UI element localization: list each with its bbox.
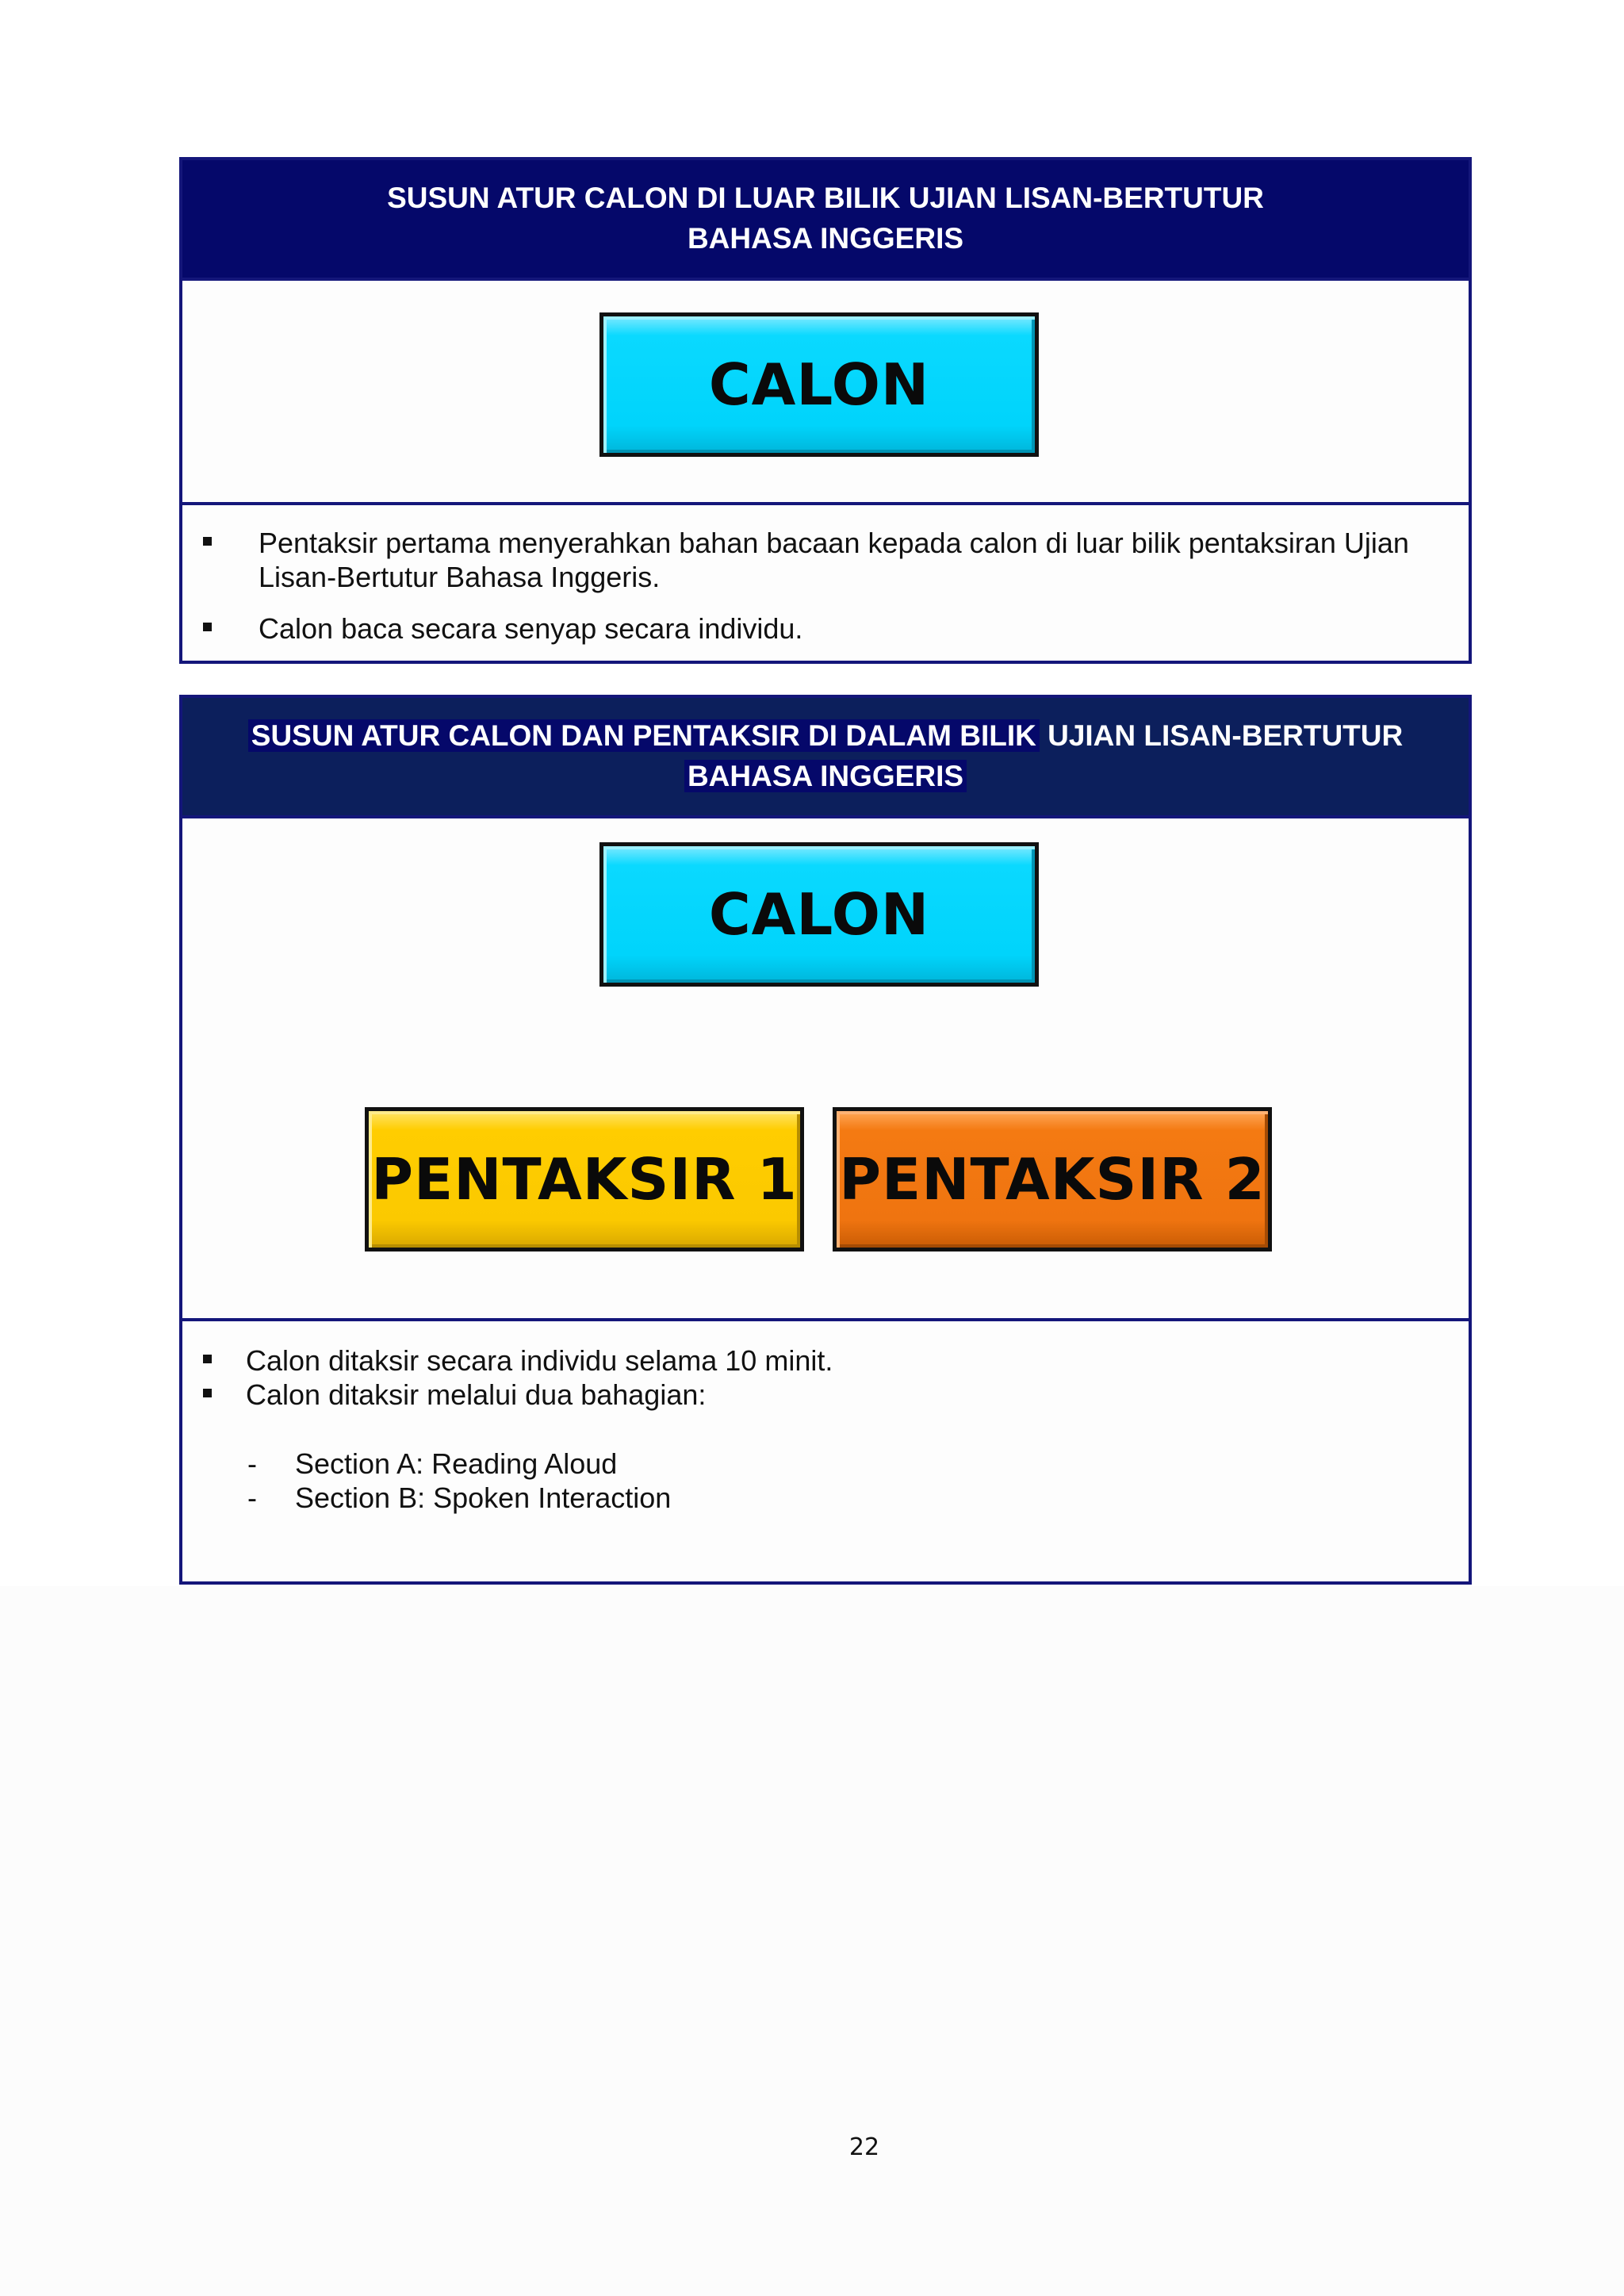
- dash-marker: -: [247, 1481, 257, 1514]
- inside-room-diagram: [182, 818, 1469, 1321]
- list-item: [182, 526, 1469, 594]
- inside-room-title-highlight: SUSUN ATUR CALON DAN PENTAKSIR DI DALAM BILIK: [248, 719, 1040, 752]
- bullet-text: Calon ditaksir secara individu selama 10 minit.: [246, 1344, 833, 1377]
- outside-room-title-line2: BAHASA INGGERIS: [687, 222, 964, 255]
- inside-room-layout-panel: [179, 695, 1472, 1585]
- section-item: [182, 1481, 1469, 1515]
- section-text: Section B: Spoken Interaction: [295, 1481, 672, 1514]
- inside-room-title-line1: [182, 715, 1469, 756]
- outside-room-layout-panel: [179, 157, 1472, 664]
- bullet-text: Pentaksir pertama menyerahkan bahan bacaan kepada calon di luar bilik pentaksiran Ujian Lisan-Bertutur Bahasa Inggeris.: [259, 527, 1409, 593]
- inside-room-notes: [182, 1329, 1469, 1515]
- section-item: [182, 1447, 1469, 1481]
- outside-room-notes: [182, 513, 1469, 646]
- square-bullet-icon: [203, 623, 212, 631]
- inside-room-title-rest: UJIAN LISAN-BERTUTUR: [1039, 719, 1404, 752]
- list-item: [182, 611, 1469, 646]
- square-bullet-icon: [203, 537, 212, 546]
- section-text: Section A: Reading Aloud: [295, 1447, 618, 1480]
- calon-box: CALON: [599, 312, 1039, 457]
- dash-marker: -: [247, 1447, 257, 1480]
- inside-room-header: [182, 698, 1469, 818]
- calon-box: CALON: [599, 842, 1039, 987]
- inside-room-title-line2-text: BAHASA INGGERIS: [684, 760, 967, 792]
- outside-room-header: [182, 160, 1469, 281]
- section-list: [182, 1447, 1469, 1515]
- page-number: 22: [848, 2133, 880, 2161]
- outside-room-title-line1: SUSUN ATUR CALON DI LUAR BILIK UJIAN LISAN-BERTUTUR: [387, 182, 1264, 214]
- list-item: [182, 1378, 1469, 1412]
- pentaksir-1-box: PENTAKSIR 1: [365, 1107, 804, 1251]
- pentaksir-2-box: PENTAKSIR 2: [833, 1107, 1272, 1251]
- bullet-text: Calon baca secara senyap secara individu.: [259, 612, 803, 645]
- square-bullet-icon: [203, 1355, 212, 1363]
- inside-room-title-line2: [182, 756, 1469, 796]
- bullet-text: Calon ditaksir melalui dua bahagian:: [246, 1378, 707, 1411]
- outside-room-diagram: [182, 281, 1469, 505]
- list-item: [182, 1343, 1469, 1378]
- square-bullet-icon: [203, 1389, 212, 1397]
